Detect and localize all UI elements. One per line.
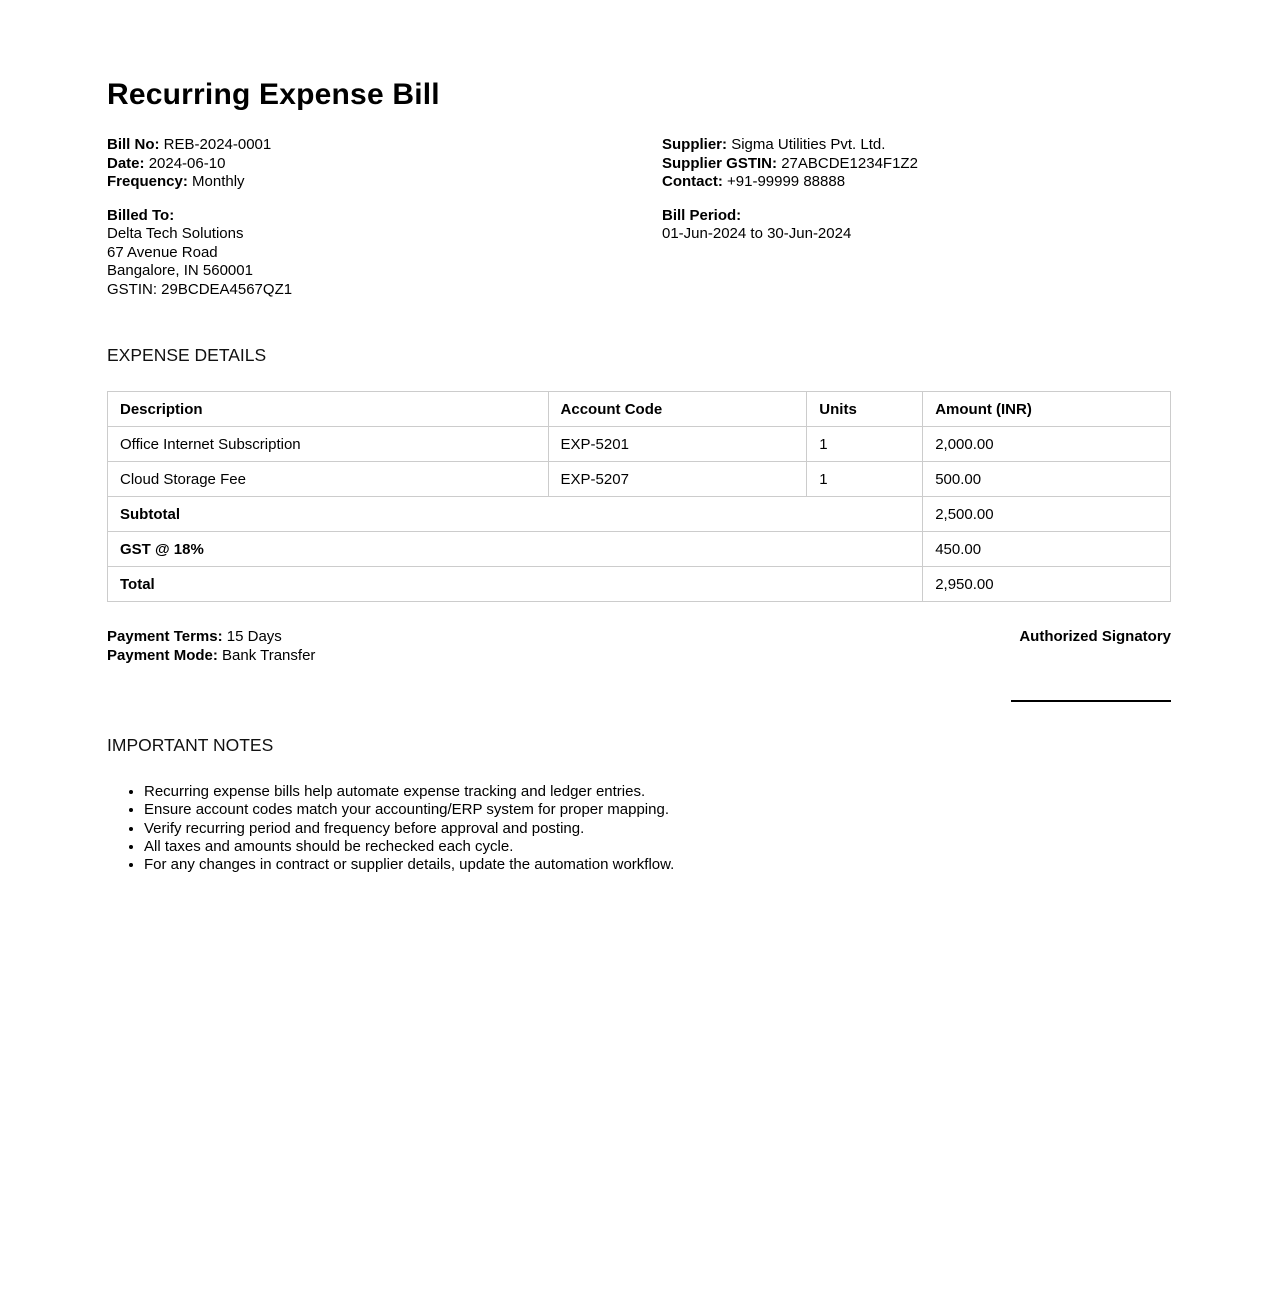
- cell-amount: 2,000.00: [923, 427, 1171, 462]
- billed-to-street: 67 Avenue Road: [107, 243, 218, 261]
- cell-units: 1: [807, 427, 923, 462]
- contact-line: [662, 173, 1171, 192]
- total-amount: 2,950.00: [923, 567, 1171, 602]
- payment-terms-line: [107, 628, 315, 647]
- list-item: • Recurring expense bills help automate expense tracking and ledger entries.: [144, 783, 1171, 801]
- contact-value: +91-99999 88888: [727, 173, 846, 190]
- cell-amount: 500.00: [923, 462, 1171, 497]
- payment-info-block: [107, 628, 315, 665]
- footer-section: [107, 628, 1171, 702]
- expense-table: [107, 391, 1171, 602]
- payment-mode-value: Bank Transfer: [222, 646, 316, 664]
- bill-frequency-label: Frequency:: [107, 173, 188, 190]
- contact-label: Contact:: [662, 173, 723, 190]
- billed-to-block: [107, 207, 662, 300]
- bill-date-value: 2024-06-10: [148, 154, 226, 172]
- bill-meta-section: [107, 136, 1171, 192]
- billed-to-gstin: GSTIN: 29BCDEA4567QZ1: [107, 280, 293, 298]
- list-item: • For any changes in contract or supplier details, update the automation workflow.: [144, 856, 1171, 874]
- bill-frequency-line: [107, 173, 662, 192]
- supplier-gstin-line: [662, 155, 1171, 174]
- cell-account-code: EXP-5201: [548, 427, 807, 462]
- column-header-account-code: Account Code: [548, 392, 807, 427]
- cell-account-code: EXP-5207: [548, 462, 807, 497]
- bill-no-label: Bill No:: [107, 136, 160, 153]
- payment-mode-label: Payment Mode:: [107, 646, 218, 664]
- signatory-block: [1011, 628, 1171, 702]
- column-header-description: Description: [108, 392, 549, 427]
- cell-description: Office Internet Subscription: [108, 427, 549, 462]
- bill-date-label: Date:: [107, 154, 145, 172]
- bill-date-line: [107, 155, 662, 174]
- list-item: • All taxes and amounts should be rechecked each cycle.: [144, 838, 1171, 856]
- supplier-info-block: [662, 136, 1171, 192]
- payment-terms-value: 15 Days: [226, 628, 282, 645]
- supplier-line: [662, 136, 1171, 155]
- billed-to-label: Billed To:: [107, 206, 175, 224]
- bill-no-value: REB-2024-0001: [163, 136, 272, 153]
- bill-period-block: [662, 207, 1171, 300]
- authorized-signatory-label: Authorized Signatory: [1019, 628, 1171, 645]
- gst-amount: 450.00: [923, 532, 1171, 567]
- notes-list: [107, 783, 1171, 874]
- bill-frequency-value: Monthly: [192, 173, 245, 190]
- page-title: Recurring Expense Bill: [107, 78, 440, 111]
- signature-line: [1011, 700, 1171, 702]
- important-notes-heading: IMPORTANT NOTES: [107, 735, 274, 755]
- subtotal-label: Subtotal: [108, 497, 923, 532]
- supplier-gstin-label: Supplier GSTIN:: [662, 154, 778, 172]
- parties-section: [107, 207, 1171, 300]
- list-item: • Verify recurring period and frequency before approval and posting.: [144, 820, 1171, 838]
- list-item: • Ensure account codes match your accounting/ERP system for proper mapping.: [144, 801, 1171, 819]
- supplier-value: Sigma Utilities Pvt. Ltd.: [731, 136, 886, 153]
- total-label: Total: [108, 567, 923, 602]
- table-row: [108, 462, 1171, 497]
- table-row: [108, 427, 1171, 462]
- payment-mode-line: [107, 647, 315, 666]
- cell-units: 1: [807, 462, 923, 497]
- supplier-gstin-value: 27ABCDE1234F1Z2: [781, 154, 918, 172]
- bill-period-label: Bill Period:: [662, 206, 742, 224]
- gst-row: [108, 532, 1171, 567]
- bill-period-value: 01-Jun-2024 to 30-Jun-2024: [662, 225, 852, 242]
- subtotal-row: [108, 497, 1171, 532]
- cell-description: Cloud Storage Fee: [108, 462, 549, 497]
- gst-label: GST @ 18%: [108, 532, 923, 567]
- column-header-units: Units: [807, 392, 923, 427]
- bill-info-block: [107, 136, 662, 192]
- subtotal-amount: 2,500.00: [923, 497, 1171, 532]
- billed-to-name: Delta Tech Solutions: [107, 225, 244, 242]
- expense-details-heading: EXPENSE DETAILS: [107, 345, 267, 365]
- column-header-amount: Amount (INR): [923, 392, 1171, 427]
- bill-no-line: [107, 136, 662, 155]
- table-header-row: [108, 392, 1171, 427]
- payment-terms-label: Payment Terms:: [107, 628, 223, 645]
- total-row: [108, 567, 1171, 602]
- billed-to-city: Bangalore, IN 560001: [107, 262, 253, 279]
- supplier-label: Supplier:: [662, 136, 728, 153]
